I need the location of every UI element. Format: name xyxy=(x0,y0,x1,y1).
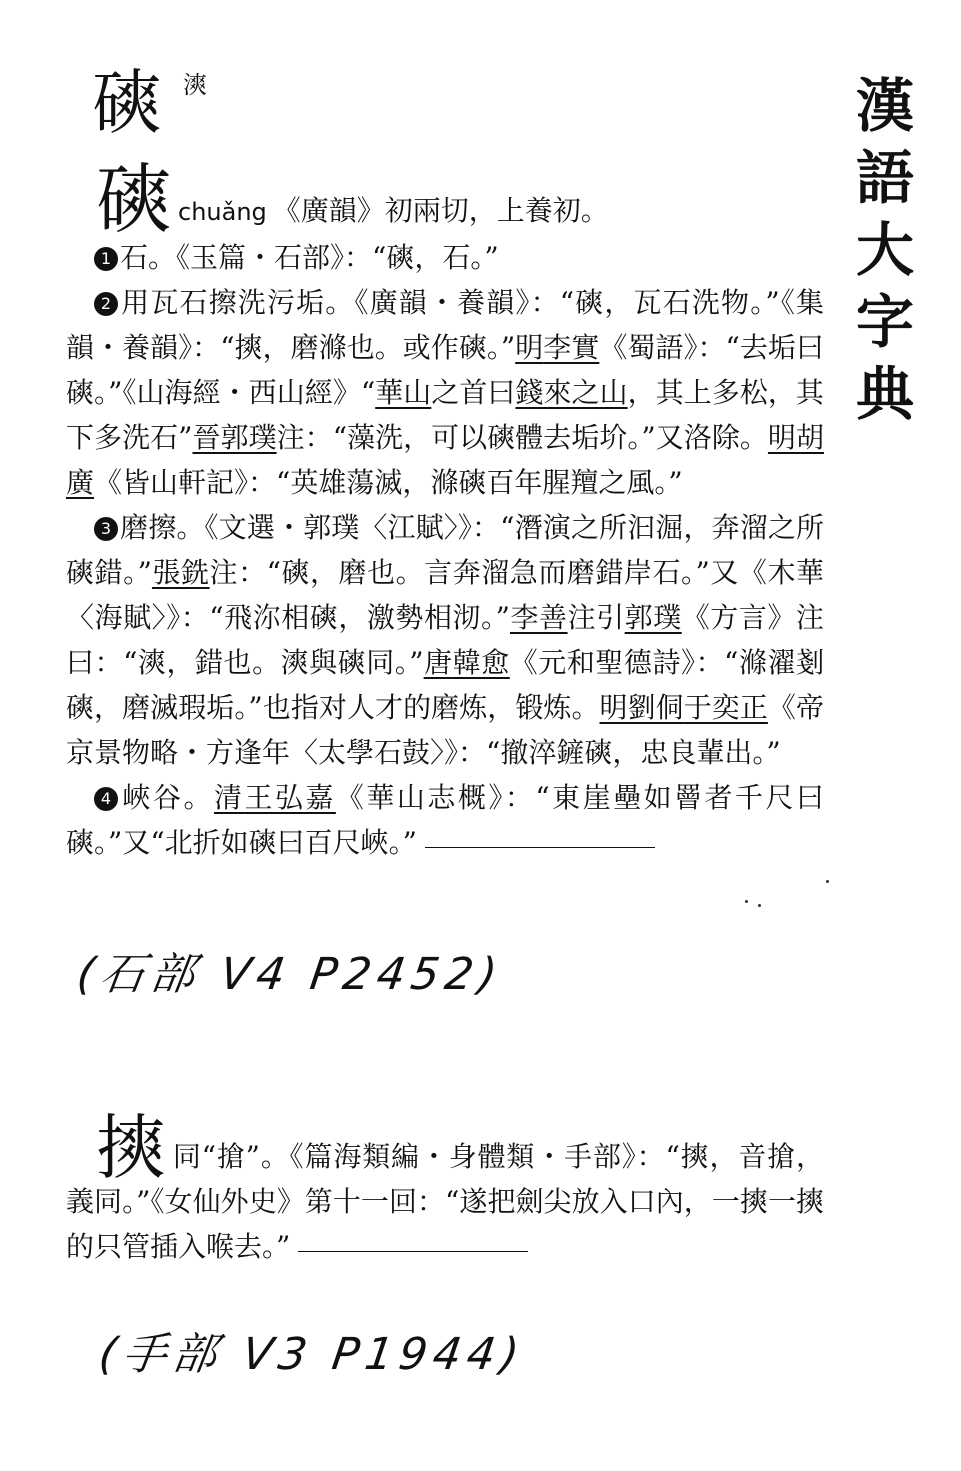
sense-text: 《元和聖德詩》：“滌濯剗磢，磨滅瑕垢。”也指对人才的磨炼，锻炼。 xyxy=(66,646,824,724)
name-mark: 張銑 xyxy=(151,556,210,589)
name-mark: 郭璞 xyxy=(624,601,682,634)
sense-3 xyxy=(66,505,824,775)
name-mark: 明 xyxy=(767,421,796,454)
sense-number-icon: 4 xyxy=(94,787,118,811)
end-rule xyxy=(425,847,655,848)
sense-text: 注：“磢，磨也。言奔溜急而磨錯岸石。”又《木華〈海賦〉》：“飛沵相磢，激勢相沏。” xyxy=(66,556,824,634)
title-char-5: 典 xyxy=(855,360,914,428)
handwritten-volume-note-2: (手部 V3 P1944) xyxy=(95,1329,528,1380)
sense-1 xyxy=(66,235,824,280)
sense-number-icon: 1 xyxy=(94,247,118,271)
sense-text: 注：“藻洗，可以磢體去垢圿。”又洛除。 xyxy=(276,421,768,454)
name-mark: 于奕正 xyxy=(683,691,768,724)
sense-text: 注引 xyxy=(567,601,625,634)
name-mark: 劉侗 xyxy=(627,691,684,724)
name-mark: 華山 xyxy=(375,376,432,409)
name-mark: 王弘嘉 xyxy=(244,781,336,814)
sense-text: 《帝京景物略・方逢年〈太學石鼓〉》：“撤淬鏟磢，忠良輩出。” xyxy=(66,691,824,769)
name-mark: 明 xyxy=(599,691,628,724)
end-rule xyxy=(298,1251,528,1252)
handwritten-volume-note-1: (石部 V4 P2452) xyxy=(73,949,506,1000)
name-mark: 唐 xyxy=(423,646,453,679)
entry-head xyxy=(66,155,824,244)
sense-text: 《方言》注曰：“漺，錯也。漺與磢同。” xyxy=(66,601,824,679)
title-char-1: 漢 xyxy=(855,72,914,140)
sense-text: 同“搶”。《篇海類編・身體類・手部》：“摤，音搶，義同。”《女仙外史》第十一回：“遂把劍尖放入口內，一摤一摤的只管插入喉去。” xyxy=(66,1140,824,1263)
dictionary-entry-1 xyxy=(66,155,824,865)
entry-headword: 摤 xyxy=(96,1107,167,1189)
scan-speck xyxy=(758,904,761,907)
name-mark: 李善 xyxy=(509,601,568,634)
sense-2 xyxy=(66,280,824,505)
header-character: 磢 xyxy=(92,62,162,144)
sense-4 xyxy=(66,775,824,865)
name-mark: 郭璞 xyxy=(220,421,277,454)
entry-headword: 磢 xyxy=(96,155,172,244)
sense-number-icon: 2 xyxy=(94,292,118,316)
sense-text: 之首曰 xyxy=(431,376,516,409)
dictionary-entry-2 xyxy=(66,1107,824,1269)
name-mark: 清 xyxy=(213,781,245,814)
sense-text: 《蜀語》：“去垢曰磢。”《山海經・西山經》“ xyxy=(66,331,824,409)
sense-number-icon: 3 xyxy=(94,517,118,541)
pinyin: chuǎng xyxy=(178,198,267,226)
title-char-3: 大 xyxy=(855,216,914,284)
name-mark: 晉 xyxy=(192,421,221,454)
sense-text: ，其上多松，其下多洗石” xyxy=(66,376,824,454)
dictionary-title xyxy=(840,70,930,430)
entry-head xyxy=(66,1107,824,1269)
scan-speck xyxy=(826,880,829,883)
header-variant-character: 漺 xyxy=(183,71,207,99)
name-mark: 錢來之山 xyxy=(515,376,628,409)
name-mark: 明 xyxy=(515,331,544,364)
sense-text: 《皆山軒記》：“英雄蕩滅，滌磢百年腥羶之風。” xyxy=(94,466,683,499)
sense-text: 《華山志概》：“東崖壘如罾者千尺曰磢。”又“北折如磢曰百尺峽。” xyxy=(66,781,824,859)
sense-text: 用瓦石擦洗污垢。《廣韻・養韻》：“磢，瓦石洗物。”《集韻・養韻》：“摤，磨滌也。或作磢。” xyxy=(66,286,824,364)
sense-text: 峽谷。 xyxy=(120,781,214,814)
sense-text: 磨擦。《文選・郭璞〈江賦〉》：“潛演之所汩淈，奔溜之所磢錯。” xyxy=(66,511,824,589)
phonetic-source: 《廣韻》初兩切，上養初。 xyxy=(272,194,609,227)
name-mark: 胡廣 xyxy=(66,421,824,499)
name-mark: 韓愈 xyxy=(452,646,510,679)
title-char-2: 語 xyxy=(855,144,914,212)
sense-text: 石。《玉篇・石部》：“磢，石。” xyxy=(120,241,499,274)
name-mark: 李實 xyxy=(543,331,600,364)
scan-speck xyxy=(745,900,748,903)
title-char-4: 字 xyxy=(855,288,914,356)
